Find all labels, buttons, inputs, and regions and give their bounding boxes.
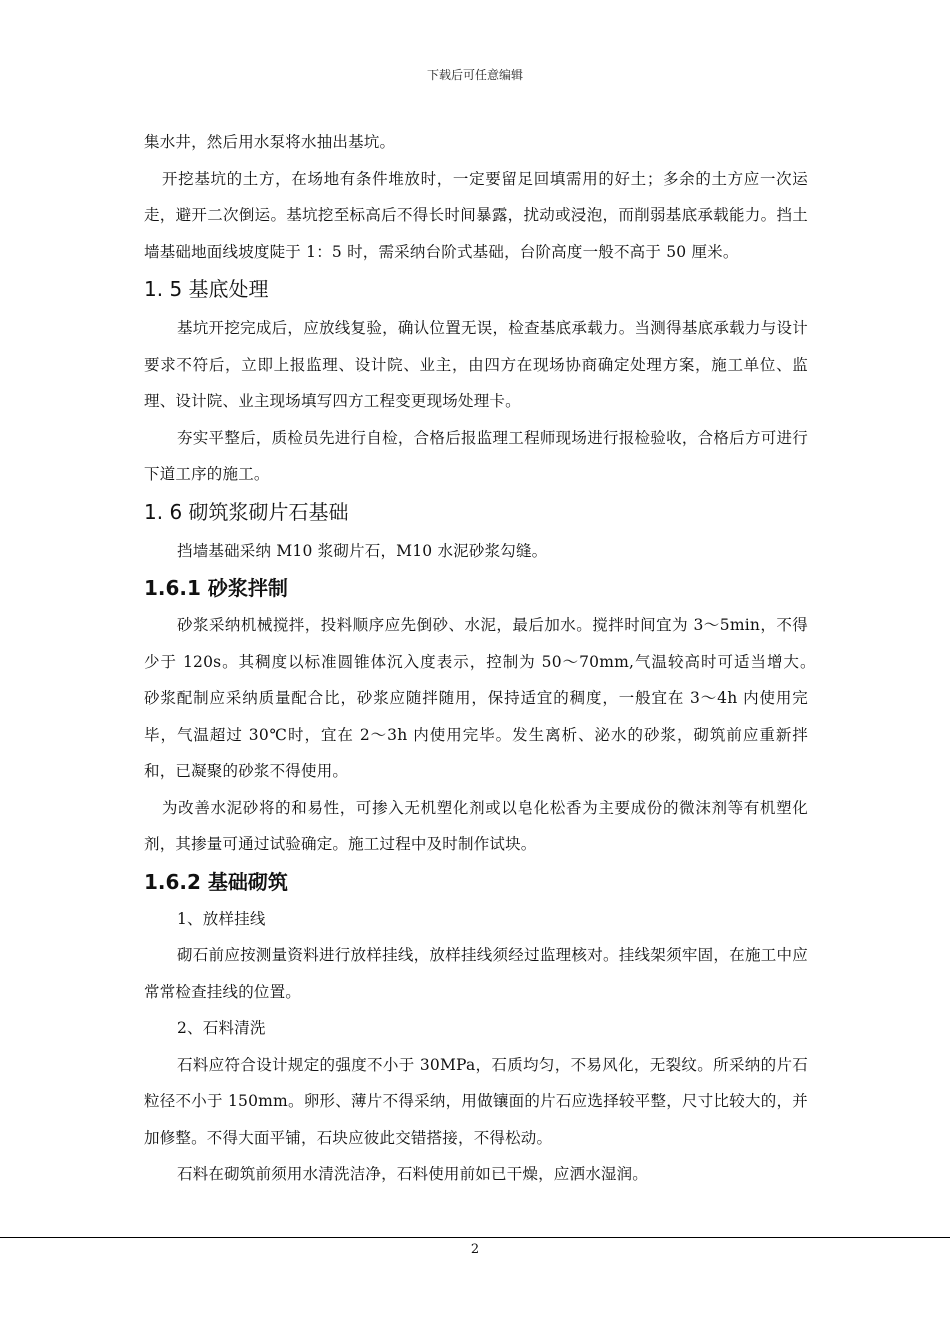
- paragraph: 夯实平整后，质检员先进行自检，合格后报监理工程师现场进行报检验收，合格后方可进行下道工序的施工。: [144, 428, 808, 483]
- document-body: [144, 124, 824, 1193]
- paragraph: 集水井，然后用水泵将水抽出基坑。: [144, 133, 396, 151]
- subsection-heading: 1.6.1 砂浆拌制: [144, 576, 288, 600]
- section-heading: 1. 6 砌筑浆砌片石基础: [144, 499, 349, 524]
- paragraph: 挡墙基础采纳 M10 浆砌片石，M10 水泥砂浆勾缝。: [177, 541, 548, 560]
- paragraph: 基坑开挖完成后，应放线复验，确认位置无误，检查基底承载力。当测得基底承载力与设计要求不符后，立即上报监理、设计院、业主，由四方在现场协商确定处理方案，施工单位、监理、设计院、业主现场填写四方工程变更现场处理卡。: [144, 319, 808, 410]
- footer-divider: [0, 1237, 950, 1238]
- paragraph: 石料应符合设计规定的强度不小于 30MPa，石质均匀，不易风化，无裂纹。所采纳的片石粒径不小于 150mm。卵形、薄片不得采纳，用做镶面的片石应选择较平整，尺寸比较大的，并加修整。不得大面平铺，石块应彼此交错搭接，不得松动。: [144, 1055, 808, 1147]
- subsection-heading: 1.6.2 基础砌筑: [144, 869, 288, 894]
- page-number: 2: [470, 1242, 480, 1257]
- paragraph: 为改善水泥砂将的和易性，可掺入无机塑化剂或以皂化松香为主要成份的微沫剂等有机塑化剂，其掺量可通过试验确定。施工过程中及时制作试块。: [144, 798, 808, 853]
- paragraph: 石料在砌筑前须用水清洗洁净，石料使用前如已干燥，应洒水湿润。: [177, 1165, 649, 1183]
- paragraph: 砂浆采纳机械搅拌，投料顺序应先倒砂、水泥，最后加水。搅拌时间宜为 3～5min，不得少于 120s。其稠度以标准圆锥体沉入度表示，控制为 50～70mm,气温较高时可适当增大。 砂浆配制应采纳质量配合比，砂浆应随拌随用，保持适宜的稠度，一般宜在 3～4h 内使用完毕，气温超过 30℃时，宜在 2～3h 内使用完毕。发生离析、泌水的砂浆，砌筑前应重新拌和，已凝聚的砂浆不得使用。: [144, 616, 824, 780]
- paragraph: 砌石前应按测量资料进行放样挂线，放样挂线须经过监理核对。挂线架须牢固，在施工中应常常检查挂线的位置。: [144, 946, 808, 1001]
- section-heading: 1. 5 基底处理: [144, 277, 269, 301]
- list-item: 2、石料清洗: [177, 1019, 266, 1037]
- list-item: 1、放样挂线: [177, 909, 266, 928]
- header-note: 下载后可任意编辑: [426, 68, 523, 82]
- paragraph: 开挖基坑的土方，在场地有条件堆放时，一定要留足回填需用的好土；多余的土方应一次运走，避开二次倒运。基坑挖至标高后不得长时间暴露，扰动或浸泡，而削弱基底承载能力。挡土墙基础地面线坡度陡于 1：5 时，需采纳台阶式基础，台阶高度一般不高于 50 厘米。: [144, 169, 808, 261]
